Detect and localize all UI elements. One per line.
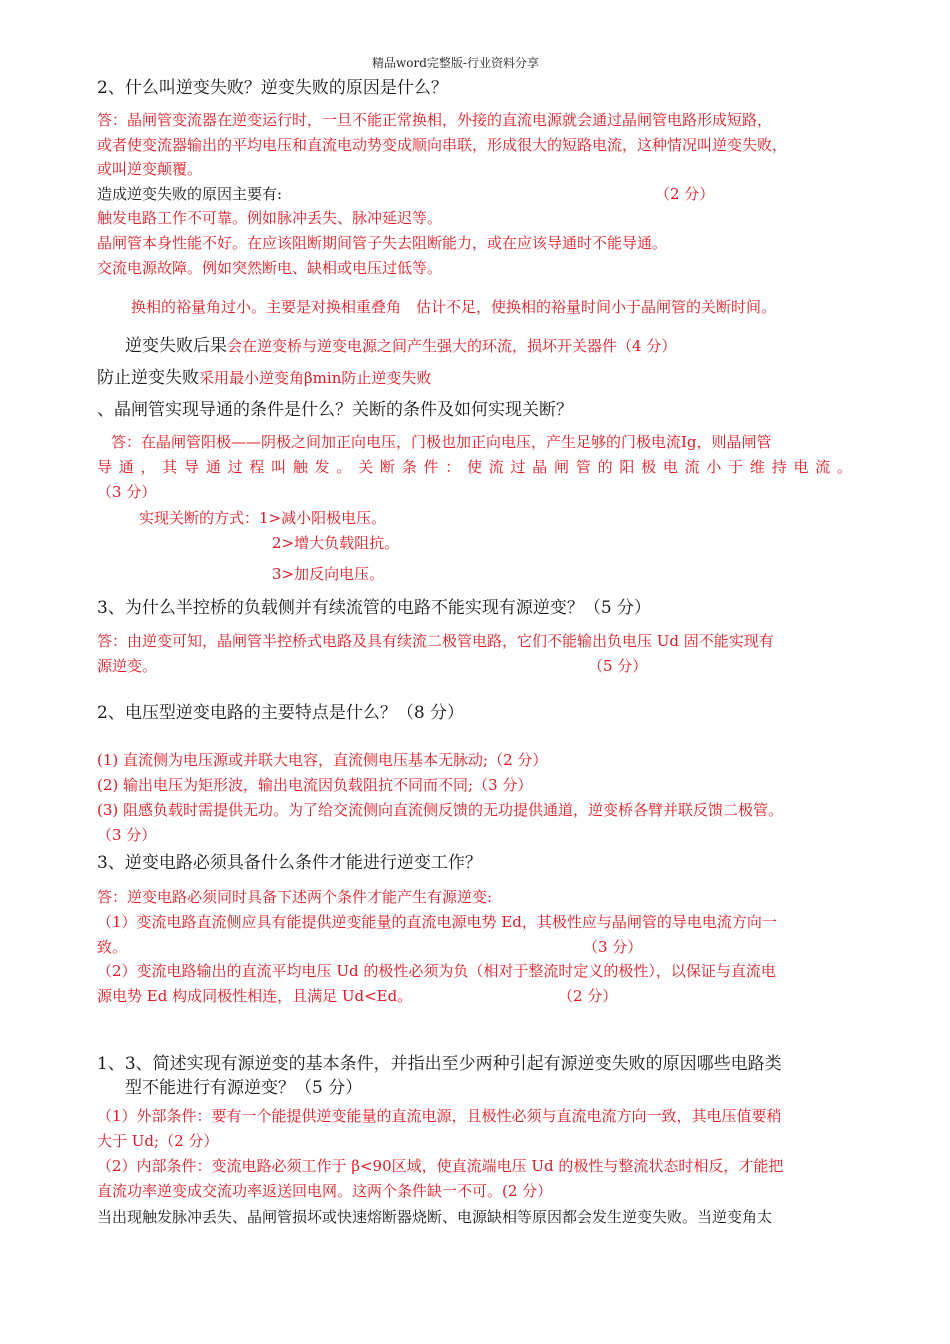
question-title: 2、电压型逆变电路的主要特点是什么？（8 分）	[97, 703, 465, 723]
method-item: 实现关断的方式：1>减小阳极电压。	[139, 509, 387, 527]
score-label: （3 分）	[97, 483, 157, 501]
answer-line: （2）内部条件：变流电路必须工作于 β<90区域，使直流端电压 Ud 的极性与整流状态时相反，才能把	[97, 1157, 784, 1175]
score-label: （3 分）	[583, 938, 643, 956]
prevent-label: 防止逆变失败	[97, 368, 199, 388]
score-label: （5 分）	[588, 657, 648, 675]
answer-line: 致。	[97, 938, 128, 956]
answer-line: 答：逆变电路必须同时具备下述两个条件才能产生有源逆变:	[97, 888, 493, 906]
method-item: 2>增大负载阻抗。	[272, 534, 400, 552]
point-item: (1) 直流侧为电压源或并联大电容，直流侧电压基本无脉动;（2 分）	[97, 751, 548, 769]
question-title-cont: 型不能进行有源逆变？（5 分）	[125, 1078, 363, 1098]
question-title: 、晶闸管实现导通的条件是什么？关断的条件及如何实现关断？	[97, 400, 573, 420]
answer-line: 大于 Ud;（2 分）	[97, 1132, 219, 1150]
point-item: (2) 输出电压为矩形波，输出电流因负载阻抗不同而不同;（3 分）	[97, 776, 533, 794]
cause-item: 交流电源故障。例如突然断电、缺相或电压过低等。	[97, 259, 443, 277]
result-label: 逆变失败后果	[125, 336, 227, 356]
answer-line: 源电势 Ed 构成同极性相连，且满足 Ud<Ed。	[97, 987, 413, 1005]
answer-line: 直流功率逆变成交流功率返送回电网。这两个条件缺一不可。(2 分）	[97, 1182, 553, 1200]
cause-item: 晶闸管本身性能不好。在应该阻断期间管子失去阻断能力，或在应该导通时不能导通。	[97, 234, 668, 252]
answer-line: （1）变流电路直流侧应具有能提供逆变能量的直流电源电势 Ed，其极性应与晶闸管的导电电流方向一	[97, 913, 777, 931]
score-label: （3 分）	[97, 826, 157, 844]
cause-item: 换相的裕量角过小。主要是对换相重叠角 估计不足，使换相的裕量时间小于晶闸管的关断时间。	[131, 298, 777, 316]
question-title: 1、3、简述实现有源逆变的基本条件，并指出至少两种引起有源逆变失败的原因哪些电路类	[97, 1054, 782, 1074]
answer-line: 或叫逆变颠覆。	[97, 160, 203, 178]
prevent-text: 采用最小逆变角βmin防止逆变失败	[199, 369, 432, 387]
cause-item: 触发电路工作不可靠。例如脉冲丢失、脉冲延迟等。	[97, 209, 443, 227]
body-line: 当出现触发脉冲丢失、晶闸管损坏或快速熔断器烧断、电源缺相等原因都会发生逆变失败。当逆变角太	[97, 1208, 773, 1226]
answer-line: 答：在晶闸管阳极——阴极之间加正向电压，门极也加正向电压，产生足够的门极电流Ig，则晶闸管	[111, 433, 772, 451]
answer-line: （2）变流电路输出的直流平均电压 Ud 的极性必须为负（相对于整流时定义的极性），以保证与直流电	[97, 962, 776, 980]
answer-line: （1）外部条件：要有一个能提供逆变能量的直流电源，且极性必须与直流电流方向一致，其电压值要稍	[97, 1107, 782, 1125]
page-header: 精品word完整版-行业资料分享	[372, 56, 539, 70]
question-title: 2、什么叫逆变失败？逆变失败的原因是什么？	[97, 78, 448, 98]
prevent-line	[97, 368, 431, 388]
score-label: （2 分）	[655, 185, 715, 203]
question-title: 3、为什么半控桥的负载侧并有续流管的电路不能实现有源逆变？（5 分）	[97, 598, 652, 618]
answer-line: 导通，其导通过程叫触发。关断条件：使流过晶闸管的阳极电流小于维持电流。	[97, 458, 852, 476]
result-text: 会在逆变桥与逆变电源之间产生强大的环流，损坏开关器件（4 分）	[227, 337, 677, 355]
cause-heading: 造成逆变失败的原因主要有:	[97, 185, 283, 203]
result-line	[125, 336, 676, 356]
answer-line: 或者使变流器输出的平均电压和直流电动势变成顺向串联，形成很大的短路电流，这种情况叫逆变失败，	[97, 136, 788, 154]
method-item: 3>加反向电压。	[272, 565, 385, 583]
answer-line: 源逆变。	[97, 657, 158, 675]
score-label: （2 分）	[558, 987, 618, 1005]
point-item: (3) 阻感负载时需提供无功。为了给交流侧向直流侧反馈的无功提供通道，逆变桥各臂并联反馈二极管。	[97, 801, 784, 819]
question-title: 3、逆变电路必须具备什么条件才能进行逆变工作？	[97, 853, 482, 873]
answer-line: 答：晶闸管变流器在逆变运行时，一旦不能正常换相，外接的直流电源就会通过晶闸管电路形成短路，	[97, 111, 773, 129]
answer-line: 答：由逆变可知，晶闸管半控桥式电路及具有续流二极管电路，它们不能输出负电压 Ud 固不能实现有	[97, 632, 774, 650]
